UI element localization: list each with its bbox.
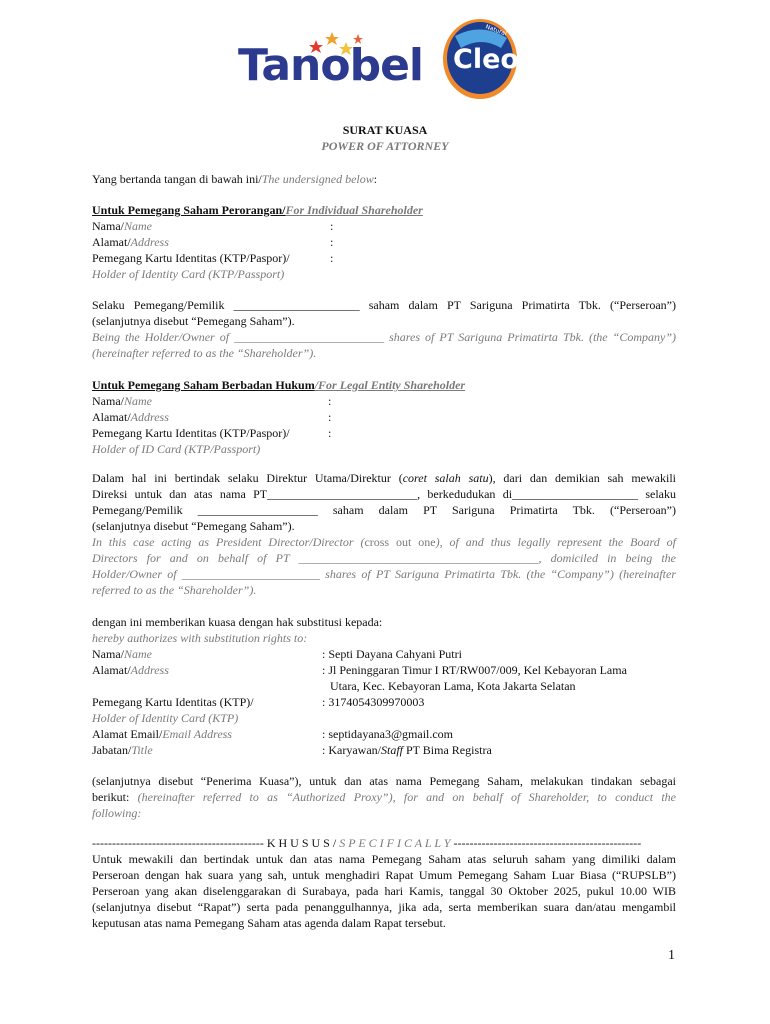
individual-name-label: Nama/Name xyxy=(92,219,152,233)
special-header: ------------------------------------------- K H U S U S / S P E C I F I C A L L Y ----------------------------------------------- xyxy=(92,836,642,850)
legal-para-line5: In this case acting as President Director/Director (cross out one), of and thus legally represent the Board of xyxy=(92,535,676,549)
tanobel-wordmark: Tanobel xyxy=(238,40,424,91)
individual-para-line4: (hereinafter referred to as the “Shareholder”). xyxy=(92,346,317,360)
intro-id: Yang bertanda tangan di bawah ini/ xyxy=(92,172,262,186)
grant-line-id: dengan ini memberikan kuasa dengan hak substitusi kepada: xyxy=(92,615,383,629)
grant-idcard-label-en: Holder of Identity Card (KTP) xyxy=(92,711,239,725)
legal-para-line4: (selanjutnya disebut “Pemegang Saham”). xyxy=(92,519,295,533)
proxy-line2: berikut: (hereinafter referred to as “Authorized Proxy”), for and on behalf of Shareholder, to conduct the xyxy=(92,790,677,804)
grant-address-label: Alamat/Address xyxy=(92,663,169,677)
legal-heading-id: Untuk Pemegang Saham Berbadan Hukum xyxy=(92,378,315,392)
individual-address-label: Alamat/Address xyxy=(92,235,169,249)
grant-address-value2: Utara, Kec. Kebayoran Lama, Kota Jakarta Selatan xyxy=(330,679,576,693)
proxy-line3: following: xyxy=(92,806,142,820)
individual-idcard-label-en: Holder of Identity Card (KTP/Passport) xyxy=(92,267,285,281)
document-subtitle: POWER OF ATTORNEY xyxy=(321,139,449,153)
legal-address-label: Alamat/Address xyxy=(92,410,169,424)
special-line3: Perseroan yang akan diselenggarakan di Surabaya, pada hari Kamis, tanggal 30 Oktober 2025, pukul 10.00 WIB xyxy=(92,884,676,898)
grant-line-en: hereby authorizes with substitution rights to: xyxy=(92,631,308,645)
special-line4: (selanjutnya disebut “Rapat”) serta pada penanggulhannya, jika ada, serta memberikan suara dan/atau mengambil xyxy=(92,900,676,914)
grant-address-value1: : Jl Peninggaran Timur I RT/RW007/009, Kel Kebayoran Lama xyxy=(322,663,627,677)
individual-name-colon: : xyxy=(330,219,334,233)
legal-heading xyxy=(92,377,465,393)
individual-para-line2: (selanjutnya disebut “Pemegang Saham”). xyxy=(92,314,295,328)
special-line5: keputusan atas nama Pemegang Saham atas agenda dalam Rapat tersebut. xyxy=(92,916,446,930)
individual-para-line1: Selaku Pemegang/Pemilik _____________________ saham dalam PT Sariguna Primatirta Tbk. (“Perseroan”) xyxy=(92,298,676,312)
legal-para-line3: Pemegang/Pemilik ____________________ saham dalam PT Sariguna Primatirta Tbk. (“Perseroan”) xyxy=(92,503,676,517)
grant-idcard-value: : 3174054309970003 xyxy=(322,695,425,709)
legal-idcard-colon: : xyxy=(328,426,332,440)
individual-idcard-label: Pemegang Kartu Identitas (KTP/Paspor)/ xyxy=(92,251,290,265)
legal-para-line7: Holder/Owner of _______________________ shares of PT Sariguna Primatirta Tbk. (the “Company”) (hereinafter xyxy=(92,567,676,581)
intro-line xyxy=(92,171,377,187)
grant-idcard-label: Pemegang Kartu Identitas (KTP)/ xyxy=(92,695,254,709)
legal-heading-en: /For Legal Entity Shareholder xyxy=(314,378,466,392)
grant-name-label: Nama/Name xyxy=(92,647,152,661)
special-line1: Untuk mewakili dan bertindak untuk dan atas nama Pemegang Saham atas seluruh saham yang dimiliki dalam xyxy=(92,852,676,866)
legal-para-line2: Direksi untuk dan atas nama PT_________________________, berkedudukan di_____________________ selaku xyxy=(92,487,676,501)
legal-para-line1: Dalam hal ini bertindak selaku Direktur Utama/Direktur (coret salah satu), dari dan demikian sah mewakili xyxy=(92,471,676,485)
individual-address-colon: : xyxy=(330,235,334,249)
legal-idcard-label: Pemegang Kartu Identitas (KTP/Paspor)/ xyxy=(92,426,290,440)
page-number: 1 xyxy=(668,948,675,963)
tanobel-logo xyxy=(238,30,424,91)
individual-heading xyxy=(92,202,423,218)
individual-idcard-colon: : xyxy=(330,251,334,265)
legal-name-label: Nama/Name xyxy=(92,394,152,408)
cleo-wordmark: Cleo xyxy=(453,44,519,75)
legal-idcard-label-en: Holder of ID Card (KTP/Passport) xyxy=(92,442,261,456)
legal-para-line6: Directors for and on behalf of PT ________________________________________, domiciled in being the xyxy=(92,551,676,565)
grant-title-value: : Karyawan/Staff PT Bima Registra xyxy=(322,743,492,757)
intro-en: The undersigned below xyxy=(261,172,374,186)
grant-title-label: Jabatan/Title xyxy=(92,743,153,757)
legal-para-line8: referred to as the “Shareholder”). xyxy=(92,583,257,597)
special-line2: Perseroan dengan hak suara yang sah, untuk menghadiri Rapat Umum Pemegang Saham Luar Biasa (“RUPSLB”) xyxy=(92,868,676,882)
legal-address-colon: : xyxy=(328,410,332,424)
cleo-logo xyxy=(441,18,519,100)
individual-heading-id: Untuk Pemegang Saham Perorangan/ xyxy=(92,203,286,217)
individual-para-line3: Being the Holder/Owner of _________________________ shares of PT Sariguna Primatirta Tbk. (the “Company”) xyxy=(92,330,676,344)
grant-email-label: Alamat Email/Email Address xyxy=(92,727,232,741)
document-title: SURAT KUASA xyxy=(342,123,428,137)
legal-name-colon: : xyxy=(328,394,332,408)
cleo-sub: Natural xyxy=(484,23,508,38)
intro-colon: : xyxy=(373,172,378,186)
grant-name-value: : Septi Dayana Cahyani Putri xyxy=(322,647,462,661)
grant-email-value: : septidayana3@gmail.com xyxy=(322,727,454,741)
proxy-line1: (selanjutnya disebut “Penerima Kuasa”), untuk dan atas nama Pemegang Saham, melakukan tindakan sebagai xyxy=(92,774,676,788)
individual-heading-en: For Individual Shareholder xyxy=(285,203,423,217)
